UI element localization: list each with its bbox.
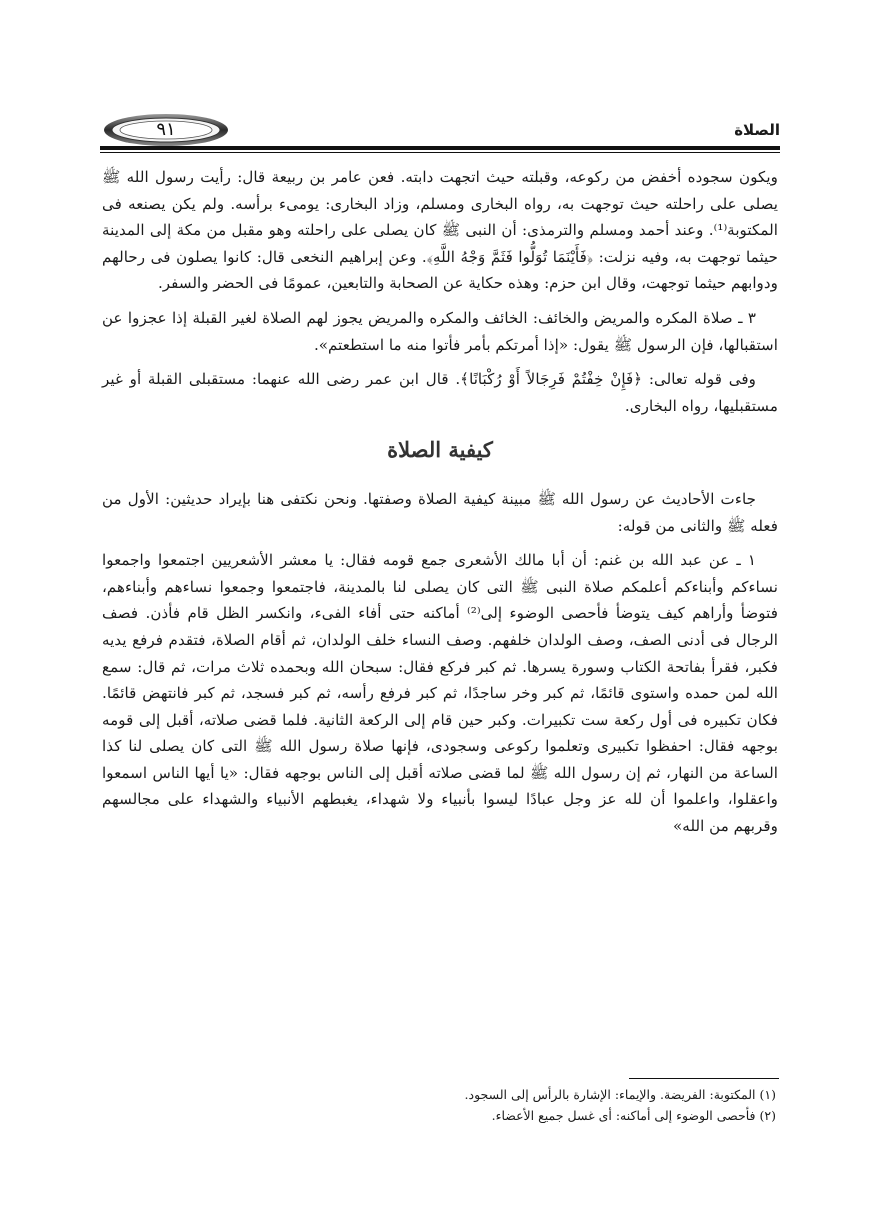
header-rule-thin <box>100 152 780 153</box>
running-title: الصلاة <box>734 121 780 139</box>
section-heading: كيفية الصلاة <box>387 437 493 463</box>
paragraph: وفى قوله تعالى: ﴿فَإِنْ خِفْتُمْ فَرِجَالاً أَوْ رُكْبَانًا﴾. قال ابن عمر رضى الله عنهما: مستقبلى القبلة أو غير مستقبليها، رواه البخارى. <box>102 370 778 415</box>
paragraph: ٣ ـ صلاة المكره والمريض والخائف: الخائف والمكره والمريض يجوز لهم الصلاة لغير القبلة إذا عجزوا عن استقبالها، فإن الرسول ﷺ يقول: «إذا أمرتكم بأمر فأتوا منه ما استطعتم». <box>102 308 778 354</box>
footnote: (١) المكتوبة: الفريضة. والإيماء: الإشارة بالرأس إلى السجود. <box>464 1087 776 1102</box>
footnotes <box>102 1084 776 1126</box>
paragraph: جاءت الأحاديث عن رسول الله ﷺ مبينة كيفية الصلاة وصفتها. ونحن نكتفى هنا بإيراد حديثين: الأول من فعله ﷺ والثانى من قوله: <box>102 489 778 535</box>
page-number: ٩١ <box>156 119 176 140</box>
header-rule <box>100 146 780 150</box>
footnote-separator <box>629 1078 779 1079</box>
paragraph: ١ ـ عن عبد الله بن غنم: أن أبا مالك الأشعرى جمع قومه فقال: يا معشر الأشعريين اجتمعوا واجمعوا نساءكم وأبناءكم أعلمكم صلاة النبى ﷺ التى كان يصلى لنا بالمدينة، فاجتمعوا وجمعوا نساءهم وأبناءهم، فتوضأ وأراهم كيف يتوضأ فأحصى الوضوء إلى⁽²⁾ أماكنه حتى أفاء الفىء، وانكسر الظل قام فأذن. فصف الرجال فى أدنى الصف، وصف الولدان خلفهم. وصف النساء خلف الولدان، ثم أقام الصلاة، فتقدم فرفع يديه فكبر، فقرأ بفاتحة الكتاب وسورة يسرها. ثم كبر فركع فقال: سبحان الله وبحمده ثلاث مرات، ثم قال: سمع الله لمن حمده واستوى قائمًا، ثم كبر وخر ساجدًا، ثم كبر فرفع رأسه، ثم كبر فسجد، ثم كبر فانتهض قائمًا. فكان تكبيره فى أول ركعة ست تكبيرات. وكبر حين قام إلى الركعة الثانية. فلما قضى صلاته، أقبل إلى قومه بوجهه فقال: احفظوا تكبيرى وتعلموا ركوعى وسجودى، فإنها صلاة رسول الله ﷺ التى كان يصلى لنا كذا الساعة من النهار، ثم إن رسول الله ﷺ لما قضى صلاته أقبل إلى الناس بوجهه فقال: «يا أيها الناس اسمعوا واعقلوا، واعلموا أن لله عز وجل عبادًا ليسوا بأنبياء ولا شهداء، يغبطهم الأنبياء والشهداء على مجالسهم وقربهم من الله» <box>102 551 778 836</box>
main-text <box>102 164 778 848</box>
footnote: (٢) فأحصى الوضوء إلى أماكنه: أى غسل جميع الأعضاء. <box>491 1108 776 1123</box>
paragraph: ويكون سجوده أخفض من ركوعه، وقبلته حيث اتجهت دابته. فعن عامر بن ربيعة قال: رأيت رسول الله ﷺ يصلى على راحلته حيث توجهت به، رواه البخارى ومسلم، وزاد البخارى: يومىء برأسه. ولم يكن يصنعه فى المكتوبة⁽¹⁾. وعند أحمد ومسلم والترمذى: أن النبى ﷺ كان يصلى على راحلته وهو مقبل من مكة إلى المدينة حيثما توجهت به، وفيه نزلت: ﴿فَأَيْنَمَا تُوَلُّوا فَثَمَّ وَجْهُ اللَّهِ﴾. وعن إبراهيم النخعى قال: كانوا يصلون فى رحالهم ودوابهم حيثما توجهت، وقال ابن حزم: وهذه حكاية عن الصحابة والتابعين، عمومًا فى الحضر والسفر. <box>102 168 778 293</box>
